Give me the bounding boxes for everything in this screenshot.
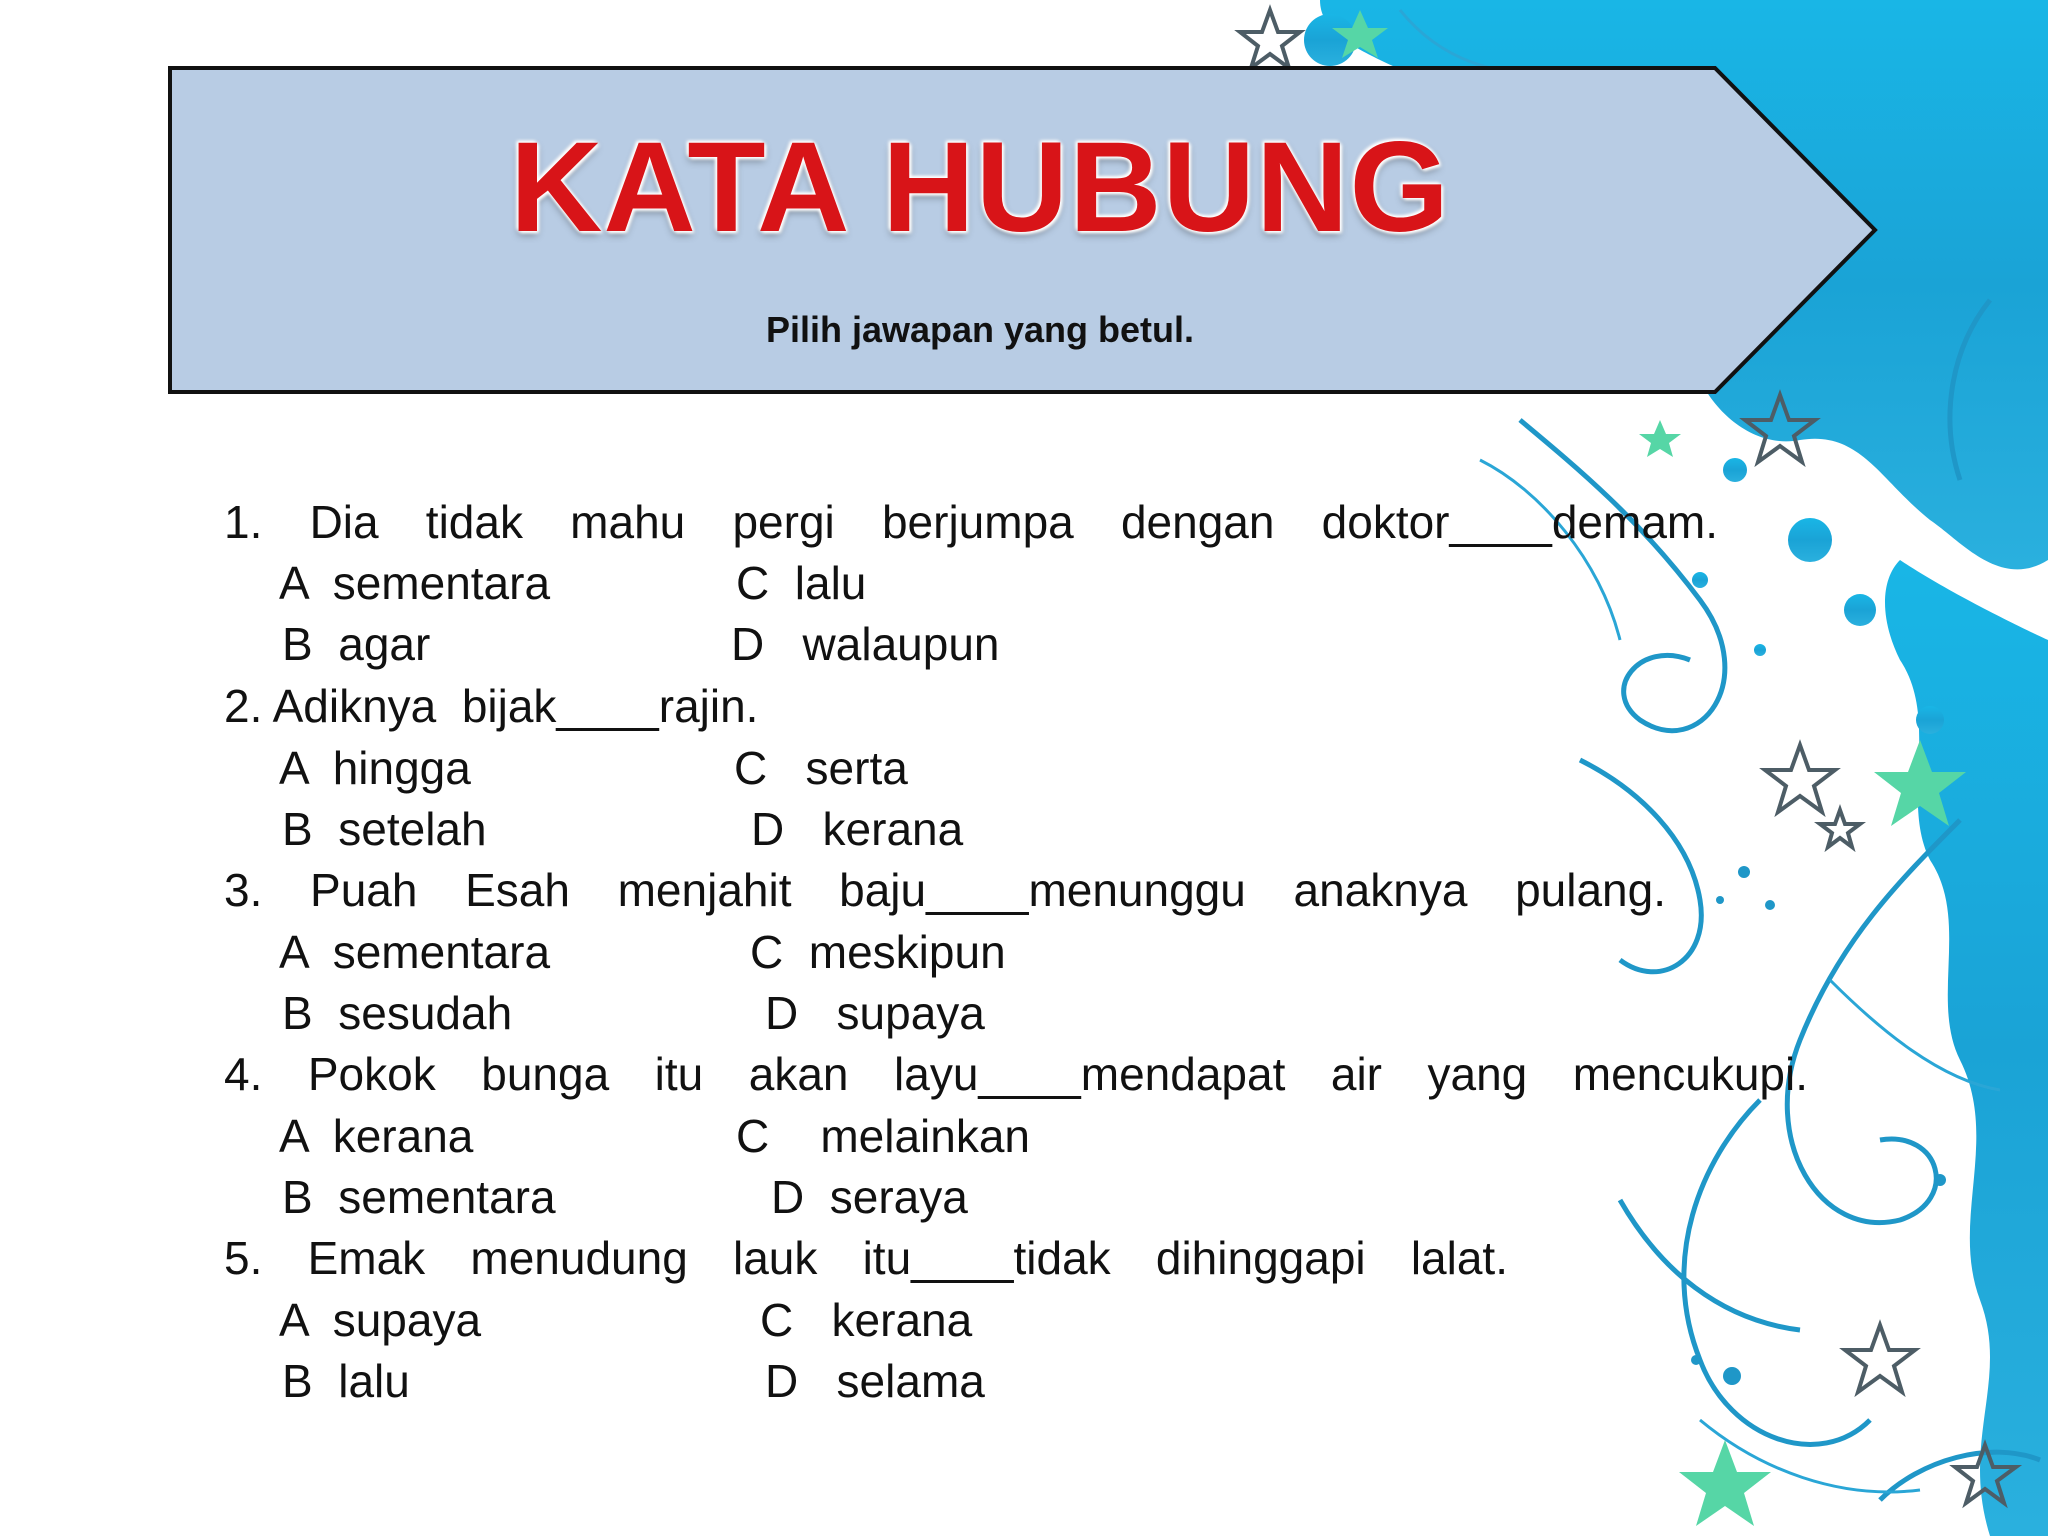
option-d[interactable]: D kerana (751, 803, 964, 855)
option-c[interactable]: C serta (734, 742, 908, 794)
instruction-text: Pilih jawapan yang betul. (765, 309, 1195, 350)
question-stem: 3. Puah Esah menjahit baju____menunggu anaknya pulang. (224, 864, 1666, 916)
option-b[interactable]: B lalu (282, 1355, 410, 1407)
option-c[interactable]: C meskipun (750, 926, 1006, 978)
option-c[interactable]: C kerana (760, 1294, 973, 1346)
option-a[interactable]: A sementara (279, 557, 551, 609)
question-stem: 2. Adiknya bijak____rajin. (224, 680, 759, 732)
option-b[interactable]: B agar (282, 618, 431, 670)
option-c[interactable]: C lalu (736, 557, 867, 609)
option-d[interactable]: D seraya (771, 1171, 968, 1223)
option-c[interactable]: C melainkan (736, 1110, 1031, 1162)
option-b[interactable]: B sementara (282, 1171, 556, 1223)
option-a[interactable]: A sementara (279, 926, 551, 978)
option-b[interactable]: B sesudah (282, 987, 513, 1039)
question-stem: 5. Emak menudung lauk itu____tidak dihinggapi lalat. (224, 1232, 1508, 1284)
option-a[interactable]: A supaya (279, 1294, 482, 1346)
question-stem: 1. Dia tidak mahu pergi berjumpa dengan doktor____demam. (224, 496, 1718, 548)
option-d[interactable]: D walaupun (731, 618, 1000, 670)
option-d[interactable]: D supaya (765, 987, 985, 1039)
question-stem: 4. Pokok bunga itu akan layu____mendapat air yang mencukupi. (224, 1048, 1808, 1100)
slide-title: KATA HUBUNG (509, 116, 1451, 259)
option-a[interactable]: A hingga (279, 742, 471, 794)
option-b[interactable]: B setelah (282, 803, 487, 855)
option-d[interactable]: D selama (765, 1355, 985, 1407)
option-a[interactable]: A kerana (279, 1110, 474, 1162)
